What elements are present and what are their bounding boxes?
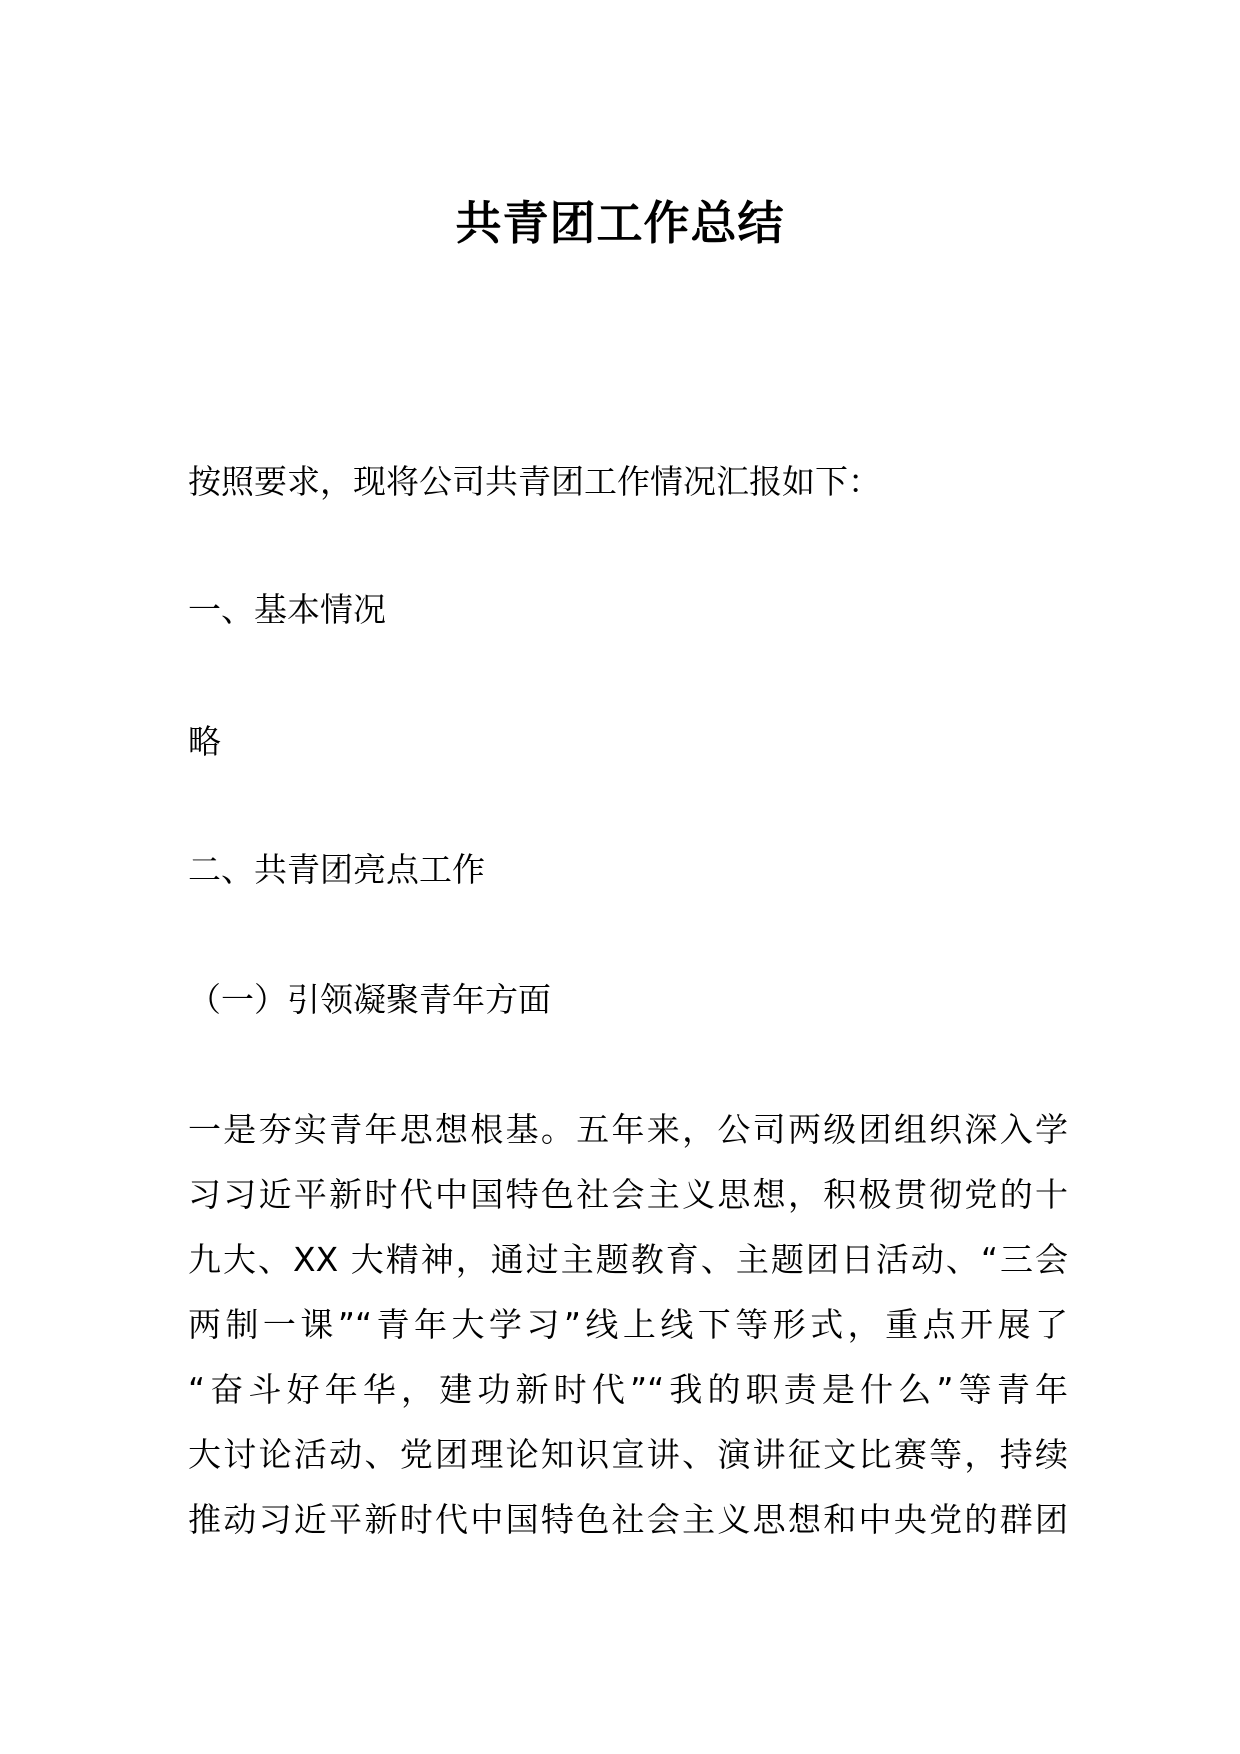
section-heading-basic-situation: 一、基本情况 [188,590,386,629]
paragraph-line: 大讨论活动、党团理论知识宣讲、演讲征文比赛等，持续 [188,1435,1068,1474]
body-paragraph [188,1111,1068,1566]
paragraph-line: 九大、XX 大精神，通过主题教育、主题团日活动、“三会 [188,1240,1068,1279]
paragraph-line: 习习近平新时代中国特色社会主义思想，积极贯彻党的十 [188,1175,1068,1214]
intro-paragraph: 按照要求，现将公司共青团工作情况汇报如下： [188,462,881,501]
subsection-heading-youth: （一）引领凝聚青年方面 [188,980,551,1019]
section-content-omitted: 略 [188,722,221,761]
paragraph-line: 推动习近平新时代中国特色社会主义思想和中央党的群团 [188,1500,1068,1539]
section-heading-highlights: 二、共青团亮点工作 [188,850,485,889]
document-title: 共青团工作总结 [455,196,785,250]
paragraph-line: “奋斗好年华，建功新时代”“我的职责是什么”等青年 [188,1370,1068,1409]
paragraph-line: 一是夯实青年思想根基。五年来，公司两级团组织深入学 [188,1110,1068,1149]
paragraph-line: 两制一课”“青年大学习”线上线下等形式，重点开展了 [188,1305,1068,1344]
